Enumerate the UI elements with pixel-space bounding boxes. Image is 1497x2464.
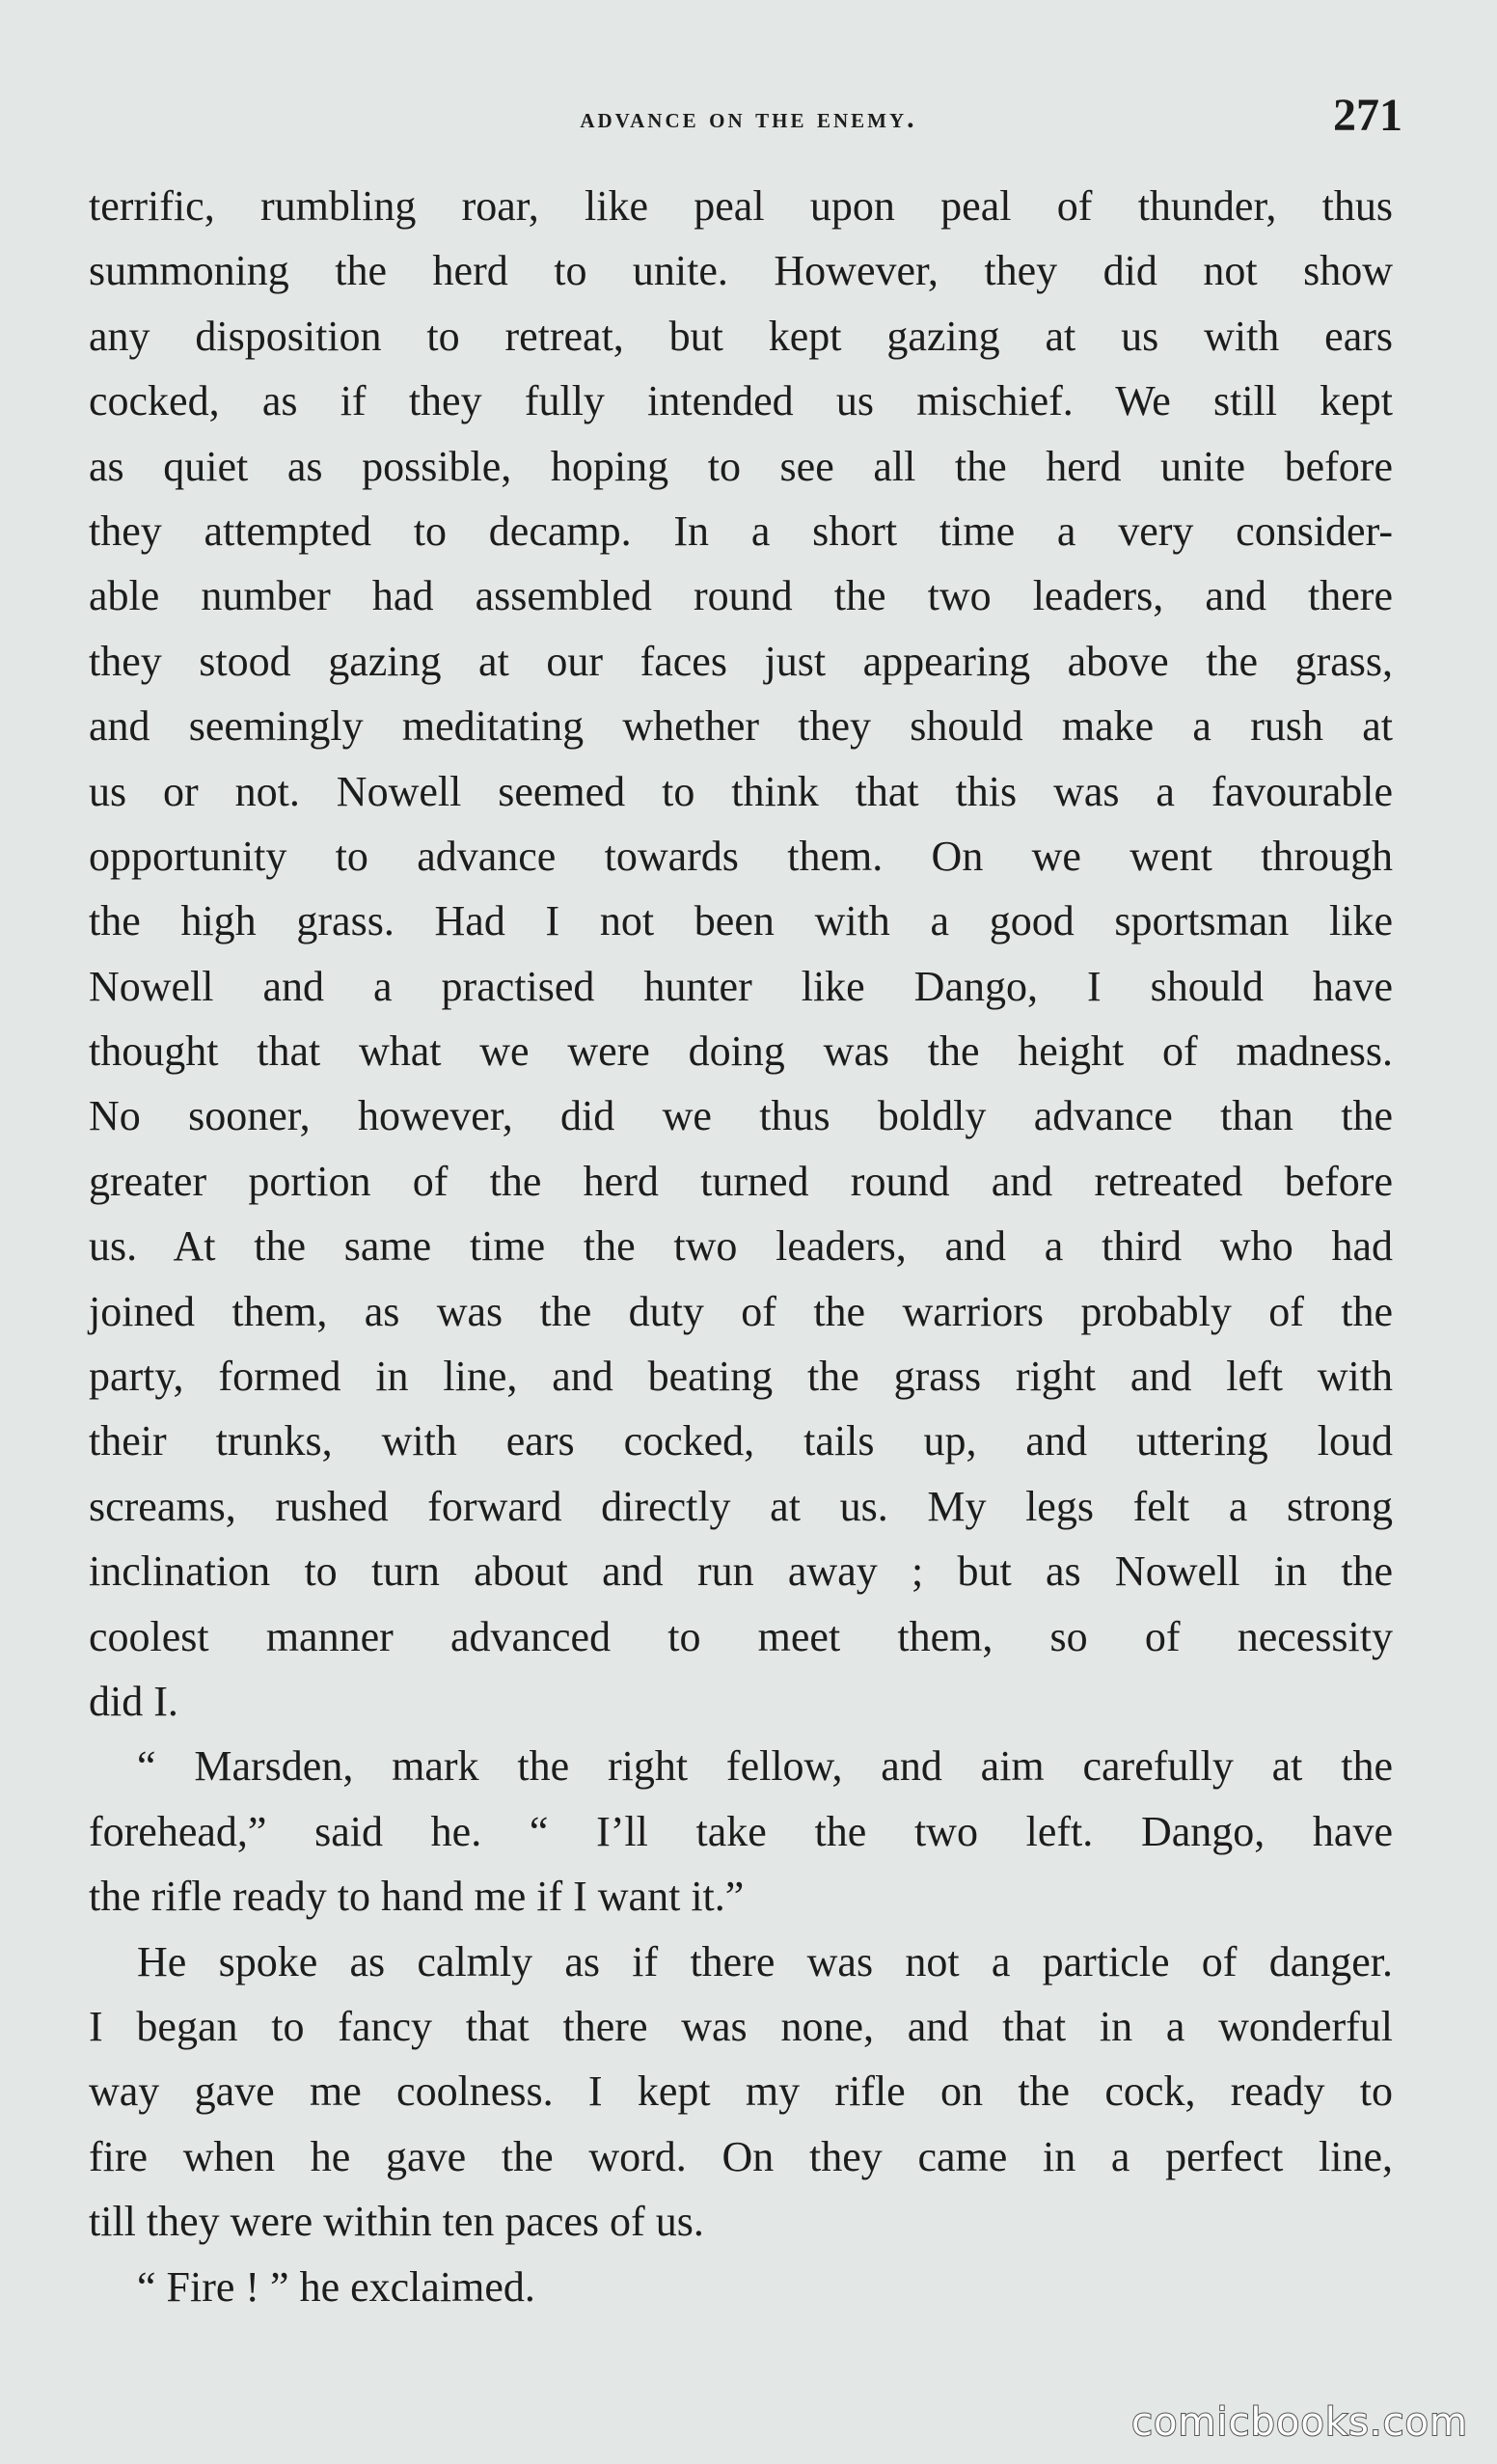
text-line: way gave me coolness. I kept my rifle on the cock, ready to: [89, 2067, 1393, 2116]
text-line: party, formed in line, and beating the grass right and left with: [89, 1353, 1393, 1401]
text-line: till they were within ten paces of us.: [89, 2198, 704, 2246]
text-line: inclination to turn about and run away ; but as Nowell in the: [89, 1547, 1393, 1596]
text-line: did I.: [89, 1677, 178, 1725]
text-line: as quiet as possible, hoping to see all the herd unite before: [89, 442, 1393, 490]
text-line: Nowell and a practised hunter like Dango, I should have: [89, 962, 1393, 1010]
text-line: their trunks, with ears cocked, tails up, and uttering loud: [89, 1417, 1393, 1465]
text-line: No sooner, however, did we thus boldly advance than the: [89, 1092, 1393, 1140]
text-line: opportunity to advance towards them. On we went through: [89, 832, 1393, 880]
page-number: 271: [1333, 90, 1402, 141]
text-line: the high grass. Had I not been with a good sportsman like: [89, 897, 1393, 945]
text-line: they attempted to decamp. In a short time a very consider-: [89, 506, 1393, 555]
text-line: He spoke as calmly as if there was not a particle of danger.: [137, 1937, 1393, 1985]
text-line: “ Fire ! ” he exclaimed.: [137, 2262, 535, 2311]
text-line: greater portion of the herd turned round and retreated before: [89, 1157, 1393, 1205]
text-line: us. At the same time the two leaders, and a third who had: [89, 1222, 1393, 1271]
text-line: summoning the herd to unite. However, they did not show: [89, 247, 1393, 295]
text-line: cocked, as if they fully intended us mischief. We still kept: [89, 377, 1393, 425]
text-line: thought that what we were doing was the height of madness.: [89, 1027, 1393, 1076]
text-line: any disposition to retreat, but kept gazing at us with ears: [89, 312, 1393, 360]
text-line: coolest manner advanced to meet them, so of necessity: [89, 1612, 1393, 1660]
body-text: [89, 174, 1393, 2319]
text-line: us or not. Nowell seemed to think that this was a favourable: [89, 767, 1393, 815]
text-line: forehead,” said he. “ I’ll take the two left. Dango, have: [89, 1807, 1393, 1855]
text-line: joined them, as was the duty of the warriors probably of the: [89, 1287, 1393, 1335]
text-line: able number had assembled round the two leaders, and there: [89, 572, 1393, 620]
text-line: screams, rushed forward directly at us. My legs felt a strong: [89, 1482, 1393, 1530]
text-line: they stood gazing at our faces just appearing above the grass,: [89, 637, 1393, 685]
text-line: terrific, rumbling roar, like peal upon peal of thunder, thus: [89, 182, 1393, 230]
text-line: fire when he gave the word. On they came in a perfect line,: [89, 2132, 1393, 2180]
text-line: the rifle ready to hand me if I want it.”: [89, 1873, 745, 1921]
running-head: [0, 89, 1497, 147]
running-title: advance on the enemy.: [580, 102, 917, 134]
text-line: and seemingly meditating whether they should make a rush at: [89, 702, 1393, 751]
watermark: comicbooks.com: [1130, 2400, 1468, 2445]
text-line: I began to fancy that there was none, and that in a wonderful: [89, 2002, 1393, 2050]
text-line: “ Marsden, mark the right fellow, and aim carefully at the: [137, 1742, 1393, 1791]
